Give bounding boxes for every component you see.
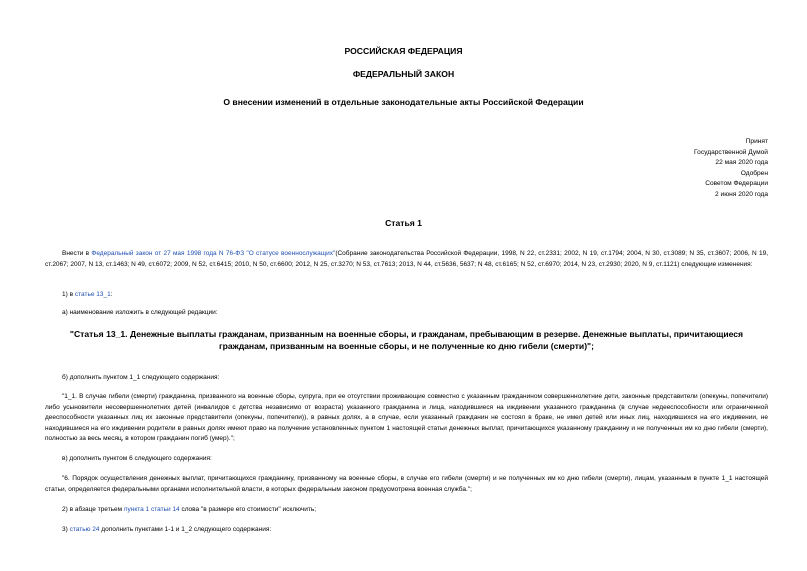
article-13-1-link[interactable]: статье 13_1 [74,291,111,298]
item-b: б) дополнить пунктом 1_1 следующего содержания: [62,374,220,381]
item-2-suffix: слова "в размере его стоимости" исключить; [179,506,317,513]
law-title: О внесении изменений в отдельные законодательные акты Российской Федерации [223,97,584,107]
item-1-suffix: : [110,291,113,298]
item-a: а) наименование изложить в следующей редакции: [62,309,218,316]
item-b-text: "1_1. В случае гибели (смерти) гражданина, призванного на военные сборы, супруга, при ее отсутствии проживающие совместно с указанным гражданином совершеннолетние дети, законные представители (опекуны, попечители) либо усыновители несовершеннолетних детей (инвалидов с детства независимо от возраста) указанного гражданина и лица, находившиеся на иждивении указанного гражданина (в случае недееспособности или ограниченной дееспособности указанных лиц их законные представители (опекуны, попечители)), в равных долях, а в случае, если указанный гражданин не состоял в браке, не имел детей или иных лиц, находившихся на его иждивении, не находившиеся на его иждивении родители в равных долях имеют право на получение установленных пунктом 1 настоящей статьи денежных выплат, причитающихся указанному гражданину и не полученных им ко дню гибели (смерти), полностью за весь месяц, в котором гражданин погиб (умер)."; [45,393,768,443]
law-type-heading: ФЕДЕРАЛЬНЫЙ ЗАКОН [352,69,455,79]
adoption-line: 2 июня 2020 года [715,190,768,198]
adoption-line: Одобрен [740,169,768,177]
federation-heading: РОССИЙСКАЯ ФЕДЕРАЦИЯ [344,46,463,56]
federal-law-link[interactable]: Федеральный закон от 27 мая 1998 года N 76-ФЗ "О статусе военнослужащих" [91,250,336,257]
item-v-text: "6. Порядок осуществления денежных выплат, причитающихся гражданину, призванному на военные сборы, в случае его гибели (смерти) и не полученных им ко дню гибели (смерти), лицам, указанным в пункте 1_1 настоящей статьи, определяется федеральными органами исполнительной власти, в которых федеральным законом предусмотрена военная служба."; [45,475,768,493]
intro-paragraph [45,249,768,270]
adoption-line: Принят [745,138,768,145]
item-3 [45,525,768,536]
item-1 [45,290,768,301]
article-14-link[interactable]: пункта 1 статьи 14 [123,506,180,513]
intro-prefix: Внести в [62,250,92,257]
article-24-link[interactable]: статью 24 [69,526,100,533]
item-2-prefix: 2) в абзаце третьем [62,506,124,513]
adoption-line: Советом Федерации [705,180,768,188]
item-3-suffix: дополнить пунктами 1-1 и 1_2 следующего содержания: [99,526,272,533]
adoption-block [694,137,768,201]
item-2 [45,505,768,516]
article-heading: Статья 1 [385,218,422,228]
quote-title: "Статья 13_1. Денежные выплаты гражданам, призванным на военные сборы, и гражданам, пребывающим в резерве. Денежные выплаты, причитающиеся гражданам, призванным на военные сборы, и не полученные ко дню гибели (смерти)"; [69,329,744,351]
adoption-line: Государственной Думой [694,148,768,156]
item-1-prefix: 1) в [62,291,75,298]
intro-rest: (Собрание законодательства Российской Федерации, 1998, N 22, ст.2331; 2002, N 19, ст.1794; 2004, N 30, ст.3089; N 35, ст.3607; 2006, N 19, ст.2067; 2007, N 13, ст.1463; N 49, ст.6072; 2009, N 52, ст.6415; 2010, N 50, ст.6600; 2012, N 25, ст.3270; N 53, ст.7613; 2013, N 44, ст.5636, 5637; N 48, ст.6165; N 52, ст.6970; 2014, N 23, ст.2930; 2020, N 9, ст.1121) следующие изменения: [45,250,768,268]
adoption-line: 22 мая 2020 года [715,159,768,167]
item-v: в) дополнить пунктом 6 следующего содержания: [62,455,212,462]
item-3-prefix: 3) [62,526,70,533]
